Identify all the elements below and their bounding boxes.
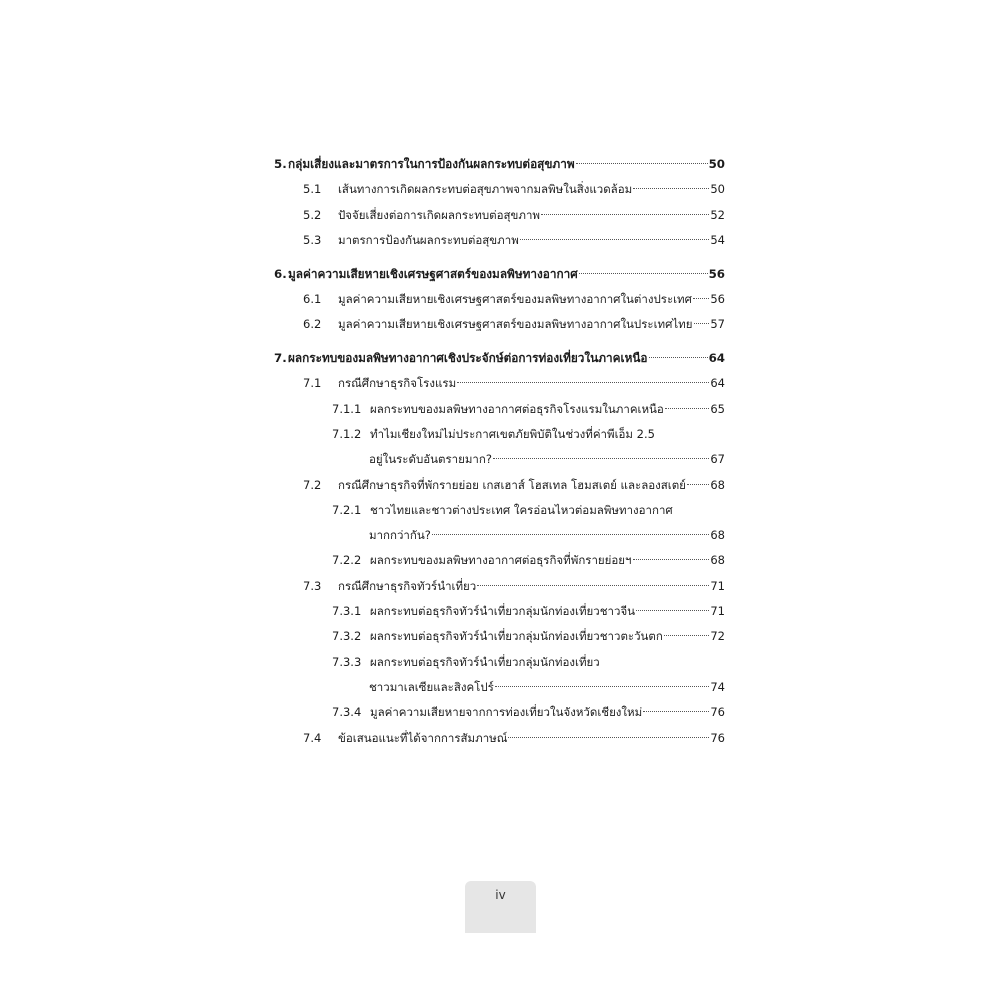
dot-leader xyxy=(643,710,709,712)
toc-entry-number: 5.3 xyxy=(303,232,322,247)
toc-entry[interactable] xyxy=(274,203,725,228)
toc-entry[interactable] xyxy=(274,599,725,624)
dot-leader xyxy=(664,634,710,636)
toc-entry-title: ผลกระทบต่อธุรกิจทัวร์นำเที่ยวกลุ่มนักท่องเที่ยว xyxy=(370,654,600,669)
toc-entry-number: 6.1 xyxy=(303,291,322,306)
toc-entry-title: ปัจจัยเสี่ยงต่อการเกิดผลกระทบต่อสุขภาพ xyxy=(338,207,541,222)
toc-entry-number: 7.3.3 xyxy=(332,654,362,669)
dot-leader xyxy=(541,213,709,215)
toc-entry-title: มาตรการป้องกันผลกระทบต่อสุขภาพ xyxy=(338,232,519,247)
toc-entry-title: ทำไมเชียงใหม่ไม่ประกาศเขตภัยพิบัติในช่วงที่ค่าพีเอ็ม 2.5 xyxy=(370,426,655,441)
toc-entry-title: ผลกระทบของมลพิษทางอากาศต่อธุรกิจที่พักรายย่อยฯ xyxy=(370,553,632,568)
toc-entry-page-number: 68 xyxy=(710,553,725,568)
toc-entry-number: 7. xyxy=(274,351,287,366)
toc-entry-number: 7.4 xyxy=(303,730,322,745)
toc-entry-title: กรณีศึกษาธุรกิจทัวร์นำเที่ยว xyxy=(338,578,477,593)
toc-entry-page-number: 52 xyxy=(710,207,725,222)
toc-entry[interactable] xyxy=(274,371,725,396)
toc-entry[interactable] xyxy=(274,675,725,700)
dot-leader xyxy=(687,483,709,485)
toc-entry-number: 7.2.1 xyxy=(332,502,362,517)
toc-entry-number: 5.1 xyxy=(303,182,322,197)
dot-leader xyxy=(495,685,710,687)
toc-entry-title: กลุ่มเสี่ยงและมาตรการในการป้องกันผลกระทบต่อสุขภาพ xyxy=(288,157,575,171)
dot-leader xyxy=(508,736,709,738)
toc-entry-number: 7.3 xyxy=(303,578,322,593)
toc-entry[interactable] xyxy=(274,447,725,472)
toc-entry-number: 7.1 xyxy=(303,376,322,391)
toc-entry[interactable] xyxy=(274,726,725,751)
toc-entry-page-number: 65 xyxy=(710,401,725,416)
toc-entry-number: 7.3.2 xyxy=(332,629,362,644)
toc-entry-number: 7.1.1 xyxy=(332,401,362,416)
toc-entry-number: 5.2 xyxy=(303,207,322,222)
toc-entry-page-number: 67 xyxy=(710,452,725,467)
toc-entry-title: กรณีศึกษาธุรกิจที่พักรายย่อย เกสเฮาส์ โฮสเทล โฮมสเตย์ และลองสเตย์ xyxy=(338,477,686,492)
dot-leader xyxy=(493,457,709,459)
toc-entry[interactable] xyxy=(274,548,725,573)
toc-entry[interactable] xyxy=(274,312,725,337)
toc-entry[interactable] xyxy=(274,523,725,548)
toc-entry[interactable] xyxy=(274,624,725,649)
toc-entry-title: ชาวไทยและชาวต่างประเทศ ใครอ่อนไหวต่อมลพิษทางอากาศ xyxy=(370,502,673,517)
page-number-tab xyxy=(465,881,536,933)
toc-entry-title: ผลกระทบต่อธุรกิจทัวร์นำเที่ยวกลุ่มนักท่องเที่ยวชาวจีน xyxy=(370,604,636,619)
toc-entry-page-number: 68 xyxy=(710,528,725,543)
toc-entry-title: ผลกระทบของมลพิษทางอากาศต่อธุรกิจโรงแรมในภาคเหนือ xyxy=(370,401,664,416)
toc-entry[interactable] xyxy=(274,177,725,202)
toc-entry-title: มูลค่าความเสียหายเชิงเศรษฐศาสตร์ของมลพิษทางอากาศ xyxy=(288,266,578,281)
toc-entry[interactable] xyxy=(274,473,725,498)
toc-entry-page-number: 71 xyxy=(710,604,725,619)
toc-entry-number: 6. xyxy=(274,266,287,281)
toc-entry[interactable] xyxy=(274,700,725,725)
toc-entry[interactable] xyxy=(274,650,725,675)
toc-entry[interactable] xyxy=(274,498,725,523)
dot-leader xyxy=(636,609,709,611)
dot-leader xyxy=(633,187,709,189)
toc-entry-page-number: 71 xyxy=(710,578,725,593)
toc-entry-page-number: 72 xyxy=(710,629,725,644)
toc-entry-page-number: 56 xyxy=(708,266,725,281)
dot-leader xyxy=(633,558,710,560)
toc-entry-title: ผลกระทบต่อธุรกิจทัวร์นำเที่ยวกลุ่มนักท่องเที่ยวชาวตะวันตก xyxy=(370,629,663,644)
toc-entry-title: อยู่ในระดับอันตรายมาก? xyxy=(369,452,492,467)
toc-entry-title: ชาวมาเลเซียและสิงคโปร์ xyxy=(369,679,494,694)
toc-entry-page-number: 74 xyxy=(710,679,725,694)
toc-entry-number: 5. xyxy=(274,157,287,171)
toc-entry-page-number: 68 xyxy=(710,477,725,492)
dot-leader xyxy=(665,407,710,409)
toc-entry-title: มากกว่ากัน? xyxy=(369,528,431,543)
toc-entry-number: 7.3.4 xyxy=(332,705,362,720)
toc-entry-page-number: 50 xyxy=(708,157,725,171)
dot-leader xyxy=(649,356,708,358)
toc-entry-title: มูลค่าความเสียหายเชิงเศรษฐศาสตร์ของมลพิษทางอากาศในประเทศไทย xyxy=(338,317,693,332)
toc-entry[interactable] xyxy=(274,228,725,253)
toc-chapter-entry[interactable] xyxy=(274,346,725,371)
toc-entry-page-number: 76 xyxy=(710,705,725,720)
dot-leader xyxy=(694,322,710,324)
toc-chapter-entry[interactable] xyxy=(274,152,725,177)
toc-entry-title: ข้อเสนอแนะที่ได้จากการสัมภาษณ์ xyxy=(338,730,508,745)
toc-entry[interactable] xyxy=(274,397,725,422)
toc-entry-title: เส้นทางการเกิดผลกระทบต่อสุขภาพจากมลพิษในสิ่งแวดล้อม xyxy=(338,182,633,197)
toc-entry-page-number: 50 xyxy=(710,182,725,197)
page-number: iv xyxy=(495,888,506,902)
toc-entry-page-number: 56 xyxy=(710,291,725,306)
toc-chapter-entry[interactable] xyxy=(274,262,725,287)
dot-leader xyxy=(457,381,709,383)
toc-entry-page-number: 64 xyxy=(708,351,725,366)
toc-entry-title: กรณีศึกษาธุรกิจโรงแรม xyxy=(338,376,457,391)
toc-entry-number: 7.2 xyxy=(303,477,322,492)
toc-entry-page-number: 54 xyxy=(710,232,725,247)
dot-leader xyxy=(477,584,709,586)
toc-entry-number: 7.3.1 xyxy=(332,604,362,619)
dot-leader xyxy=(576,162,708,164)
toc-entry-number: 6.2 xyxy=(303,317,322,332)
toc-entry-number: 7.1.2 xyxy=(332,426,362,441)
table-of-contents xyxy=(274,152,725,751)
dot-leader xyxy=(579,272,708,274)
dot-leader xyxy=(520,238,710,240)
toc-entry-title: ผลกระทบของมลพิษทางอากาศเชิงประจักษ์ต่อการท่องเที่ยวในภาคเหนือ xyxy=(288,351,648,366)
toc-entry-page-number: 76 xyxy=(710,730,725,745)
toc-entry[interactable] xyxy=(274,422,725,447)
dot-leader xyxy=(432,533,710,535)
toc-entry-title: มูลค่าความเสียหายเชิงเศรษฐศาสตร์ของมลพิษทางอากาศในต่างประเทศ xyxy=(338,291,692,306)
toc-entry-title: มูลค่าความเสียหายจากการท่องเที่ยวในจังหวัดเชียงใหม่ xyxy=(370,705,643,720)
toc-entry[interactable] xyxy=(274,287,725,312)
toc-entry-page-number: 64 xyxy=(710,376,725,391)
dot-leader xyxy=(693,297,709,299)
toc-entry-page-number: 57 xyxy=(710,317,725,332)
toc-entry[interactable] xyxy=(274,574,725,599)
toc-entry-number: 7.2.2 xyxy=(332,553,362,568)
